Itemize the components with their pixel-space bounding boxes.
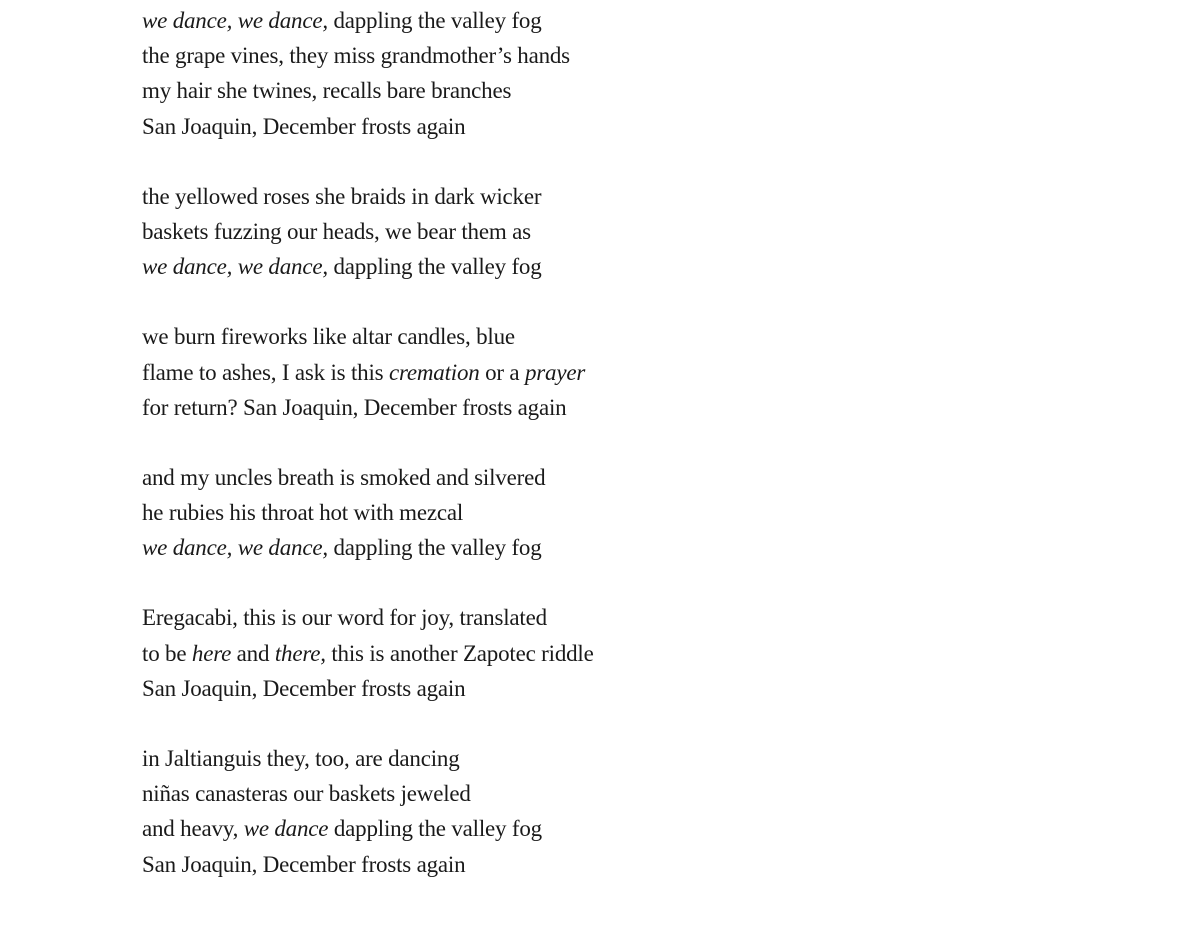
- text-segment: San Joaquin, December frosts again: [142, 675, 466, 701]
- text-segment: or a: [479, 359, 525, 385]
- italic-phrase: we dance, we dance,: [142, 254, 328, 280]
- text-segment: baskets fuzzing our heads, we bear them as: [142, 218, 531, 244]
- poem-stanza: [142, 600, 594, 706]
- text-segment: flame to ashes, I ask is this: [142, 359, 389, 385]
- text-segment: San Joaquin, December frosts again: [142, 851, 466, 877]
- text-segment: and my uncles breath is smoked and silvered: [142, 464, 546, 490]
- text-segment: dappling the valley fog: [327, 535, 542, 561]
- poem-line: [142, 530, 594, 565]
- poem-stanza: [142, 460, 594, 566]
- poem-line: [142, 73, 594, 108]
- text-segment: the yellowed roses she braids in dark wicker: [142, 183, 542, 209]
- poem-line: [142, 319, 594, 354]
- text-segment: he rubies his throat hot with mezcal: [142, 500, 464, 526]
- poem-line: [142, 3, 594, 38]
- text-segment: dappling the valley fog: [327, 8, 542, 33]
- poem-stanza: [142, 179, 594, 285]
- text-segment: Eregacabi, this is our word for joy, translated: [142, 605, 547, 631]
- poem-line: [142, 109, 594, 144]
- poem-line: [142, 776, 594, 811]
- poem-line: [142, 179, 594, 214]
- italic-phrase: cremation: [388, 359, 480, 385]
- poem-line: [142, 811, 594, 846]
- poem-line: [142, 741, 594, 776]
- text-segment: my hair she twines, recalls bare branches: [142, 78, 512, 104]
- italic-phrase: we dance, we dance,: [142, 535, 328, 561]
- text-segment: San Joaquin, December frosts again: [142, 113, 466, 139]
- poem-line: [142, 636, 594, 671]
- poem-line: [142, 495, 594, 530]
- text-segment: to be: [142, 640, 192, 666]
- poem-line: [142, 847, 594, 882]
- poem-line: [142, 214, 594, 249]
- italic-phrase: prayer: [525, 359, 586, 385]
- text-segment: for return? San Joaquin, December frosts again: [142, 394, 567, 420]
- text-segment: and heavy,: [142, 816, 244, 842]
- poem-line: [142, 600, 594, 635]
- poem-stanza: [142, 319, 594, 425]
- poem-line: [142, 671, 594, 706]
- text-segment: the grape vines, they miss grandmother’s hands: [142, 43, 570, 69]
- poem-line: [142, 390, 594, 425]
- text-segment: we burn fireworks like altar candles, blue: [142, 324, 515, 350]
- poem-stanza: [142, 741, 594, 882]
- poem-stanza: [142, 3, 594, 144]
- text-segment: this is another Zapotec riddle: [325, 640, 594, 666]
- text-segment: niñas canasteras our baskets jeweled: [142, 781, 471, 807]
- poem-line: [142, 249, 594, 284]
- italic-phrase: there,: [274, 640, 326, 666]
- italic-phrase: here: [191, 640, 232, 666]
- poem-text: [142, 3, 594, 917]
- poem-line: [142, 355, 594, 390]
- text-segment: dappling the valley fog: [328, 816, 542, 842]
- poem-line: [142, 38, 594, 73]
- text-segment: dappling the valley fog: [327, 254, 542, 280]
- italic-phrase: we dance: [243, 816, 329, 842]
- text-segment: in Jaltianguis they, too, are dancing: [142, 746, 460, 771]
- poem-line: [142, 460, 594, 495]
- italic-phrase: we dance, we dance,: [142, 8, 328, 33]
- text-segment: and: [231, 640, 275, 666]
